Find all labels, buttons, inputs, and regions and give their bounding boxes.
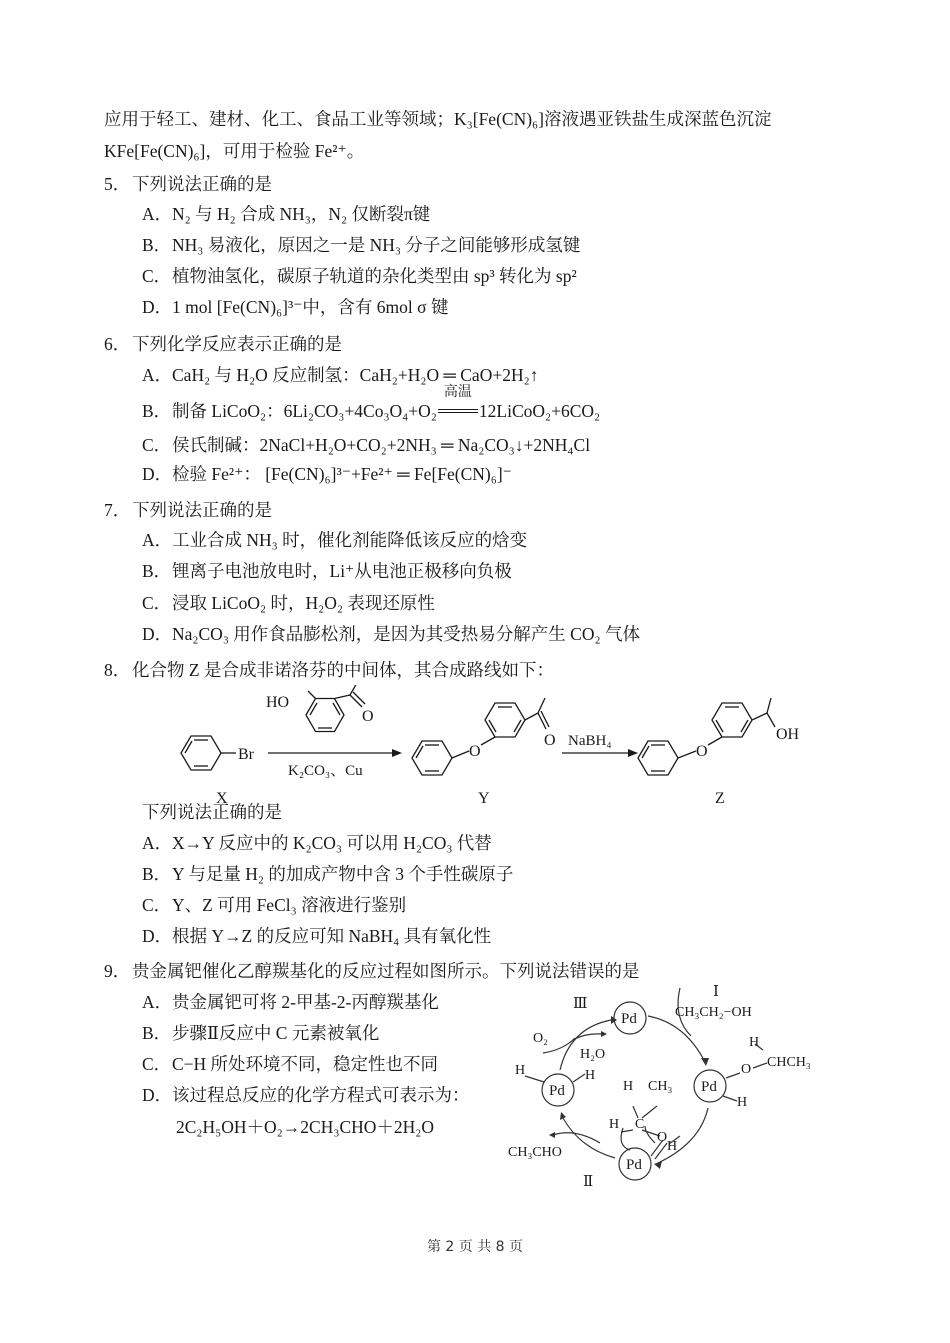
y-ether-o: O [469, 743, 481, 760]
benzene-ring-z2 [712, 703, 752, 737]
intro-line-2: KFe[Fe(CN)₆]，可用于检验 Fe²⁺。 [104, 141, 365, 161]
c-center: C [635, 1117, 645, 1132]
y-carbonyl-o: O [544, 732, 556, 749]
question-number: 6． [104, 334, 131, 354]
option-label: B． [142, 864, 172, 884]
x-substituent: Br [238, 746, 254, 763]
option-label: A． [142, 530, 173, 550]
q8-option-a [142, 832, 492, 854]
option-text: 浸取 LiCoO₂ 时，H₂O₂ 表现还原性 [172, 593, 435, 613]
option-label: B． [142, 561, 172, 581]
label-x: X [216, 790, 228, 807]
double-line-equals [438, 409, 478, 413]
q9-equation: 2C₂H₅OH＋O₂→2CH₃CHO＋2H₂O [176, 1117, 435, 1137]
q9-option-c [142, 1053, 438, 1075]
benzene-ring-y1 [412, 741, 452, 775]
q9-option-a [142, 991, 439, 1013]
h-center-top: H [623, 1079, 634, 1094]
pd-label-bottom: Pd [626, 1157, 642, 1173]
h-center-right: H [667, 1139, 678, 1154]
question-stem: 下列化学反应表示正确的是 [132, 334, 342, 354]
arrow-head-2 [628, 749, 638, 757]
reaction-condition-equals [437, 385, 479, 422]
q5-option-b [142, 234, 580, 256]
option-text: 锂离子电池放电时，Li⁺从电池正极移向负极 [172, 561, 512, 581]
step-label-i: Ⅰ [713, 984, 719, 1000]
option-text: 该过程总反应的化学方程式可表示为： [172, 1085, 470, 1105]
benzene-ring-z1 [638, 741, 678, 775]
reagent-conditions: K₂CO₃、Cu [288, 763, 363, 779]
option-label: A． [142, 365, 173, 385]
option-text: 根据 Y→Z 的反应可知 NaBH₄ 具有氧化性 [172, 926, 492, 946]
q5-option-d [142, 296, 448, 318]
h-center-left: H [609, 1117, 620, 1132]
question-stem: 下列说法正确的是 [132, 174, 272, 194]
h-right-top: H [749, 1035, 760, 1050]
ch3-center: CH₃ [648, 1079, 673, 1094]
q6-option-d [142, 463, 512, 485]
option-label: A． [142, 204, 173, 224]
step-label-ii: Ⅱ [583, 1174, 594, 1190]
catalytic-cycle-diagram [505, 978, 835, 1193]
q8-option-c [142, 894, 406, 916]
option-text: 检验 Fe²⁺： [Fe(CN)₆]³⁻+Fe²⁺ ═ Fe[Fe(CN)₆]⁻ [172, 464, 512, 484]
q7-option-b [142, 560, 512, 582]
page-footer: 第 2 页 共 8 页 [426, 1239, 524, 1255]
step-label-iii: Ⅲ [573, 996, 588, 1012]
q8-substem: 下列说法正确的是 [142, 802, 282, 822]
q8-option-d [142, 925, 491, 947]
intro-line-1: 应用于轻工、建材、化工、食品工业等领域；K₃[Fe(CN)₆]溶液遇亚铁盐生成深蓝色沉淀 [104, 109, 772, 129]
question-number: 5． [104, 174, 131, 194]
q7-option-c [142, 592, 435, 614]
question-6 [104, 333, 342, 355]
question-8 [104, 659, 554, 681]
q6-option-c [142, 434, 590, 456]
option-text: NH₃ 易液化，原因之一是 NH₃ 分子之间能够形成氢键 [172, 235, 581, 255]
label-z: Z [715, 790, 725, 807]
option-label: D． [142, 297, 173, 317]
q6-option-a [142, 364, 538, 386]
question-number: 7． [104, 500, 131, 520]
h-left: H [515, 1063, 526, 1078]
option-label: C． [142, 1054, 172, 1074]
question-7 [104, 499, 272, 521]
option-text: Y、Z 可用 FeCl₃ 溶液进行鉴别 [172, 895, 407, 915]
option-label: B． [142, 401, 172, 421]
o-right: O [741, 1062, 752, 1077]
q9-option-d [142, 1084, 470, 1106]
question-number: 9． [104, 961, 131, 981]
option-text: 植物油氢化，碳原子轨道的杂化类型由 sp³ 转化为 sp² [172, 266, 577, 286]
q9-option-b [142, 1022, 379, 1044]
equation-reactants: 制备 LiCoO₂：6Li₂CO₃+4Co₃O₄+O₂ [172, 401, 437, 421]
option-label: B． [142, 1023, 172, 1043]
option-text: C−H 所处环境不同，稳定性也不同 [172, 1054, 439, 1074]
pd-label-right: Pd [701, 1079, 717, 1095]
option-text: 侯氏制碱：2NaCl+H₂O+CO₂+2NH₃ ═ Na₂CO₃↓+2NH₄Cl [172, 435, 591, 455]
o-center: O [657, 1130, 668, 1145]
question-stem: 贵金属钯催化乙醇羰基化的反应过程如图所示。下列说法错误的是 [132, 961, 640, 981]
label-y: Y [478, 790, 490, 807]
option-label: D． [142, 464, 173, 484]
option-text: 步骤Ⅱ反应中 C 元素被氧化 [172, 1023, 380, 1043]
ethanol-label: CH₃CH₂−OH [675, 1005, 752, 1020]
chch3-label: CHCH₃ [767, 1055, 811, 1070]
acetaldehyde-label: CH₃CHO [508, 1145, 562, 1160]
question-number: 8． [104, 660, 131, 680]
question-5 [104, 173, 272, 195]
q7-option-a [142, 529, 527, 551]
q7-option-d [142, 623, 640, 645]
benzene-ring-x [181, 736, 221, 770]
option-text: 工业合成 NH₃ 时，催化剂能降低该反应的焓变 [172, 530, 528, 550]
q5-option-c [142, 265, 577, 287]
q8-option-b [142, 863, 513, 885]
option-label: A． [142, 992, 173, 1012]
option-text: N₂ 与 H₂ 合成 NH₃，N₂ 仅断裂π键 [172, 204, 431, 224]
question-stem: 化合物 Z 是合成非诺洛芬的中间体，其合成路线如下： [132, 660, 554, 680]
benzene-ring-y2 [485, 703, 525, 737]
option-text: CaH₂ 与 H₂O 反应制氢：CaH₂+H₂O ═ CaO+2H₂↑ [172, 365, 539, 385]
option-label: A． [142, 833, 173, 853]
h-left-2: H [585, 1068, 596, 1083]
z-ether-o: O [696, 743, 708, 760]
option-label: C． [142, 435, 172, 455]
option-text: 贵金属钯可将 2-甲基-2-丙醇羰基化 [172, 992, 439, 1012]
reagent-2: NaBH₄ [568, 733, 612, 749]
option-label: B． [142, 235, 172, 255]
option-label: C． [142, 593, 172, 613]
option-label: D． [142, 1085, 173, 1105]
o2-label: O₂ [533, 1031, 548, 1046]
arrow-head-1 [392, 749, 402, 757]
option-text: 1 mol [Fe(CN)₆]³⁻中，含有 6mol σ 键 [172, 297, 449, 317]
h-right-bottom: H [737, 1095, 748, 1110]
z-hydroxyl: OH [776, 726, 800, 743]
option-label: C． [142, 895, 172, 915]
q6-option-b [142, 385, 601, 422]
synthesis-scheme [170, 685, 830, 810]
option-label: D． [142, 926, 173, 946]
pd-label-top: Pd [621, 1011, 637, 1027]
h2o-label: H₂O [580, 1047, 606, 1062]
option-text: Na₂CO₃ 用作食品膨松剂，是因为其受热易分解产生 CO₂ 气体 [172, 624, 640, 644]
reagent-carbonyl-o: O [362, 708, 374, 725]
reagent-ring [306, 699, 344, 732]
question-stem: 下列说法正确的是 [132, 500, 272, 520]
pd-label-left: Pd [549, 1083, 565, 1099]
option-text: Y 与足量 H₂ 的加成产物中含 3 个手性碳原子 [172, 864, 514, 884]
q5-option-a [142, 203, 430, 225]
option-label: C． [142, 266, 172, 286]
equation-products: 12LiCoO₂+6CO₂ [478, 401, 601, 421]
reagent-hydroxyl: HO [266, 694, 290, 711]
condition-text: 高温 [443, 385, 472, 400]
option-text: X→Y 反应中的 K₂CO₃ 可以用 H₂CO₃ 代替 [172, 833, 492, 853]
option-label: D． [142, 624, 173, 644]
